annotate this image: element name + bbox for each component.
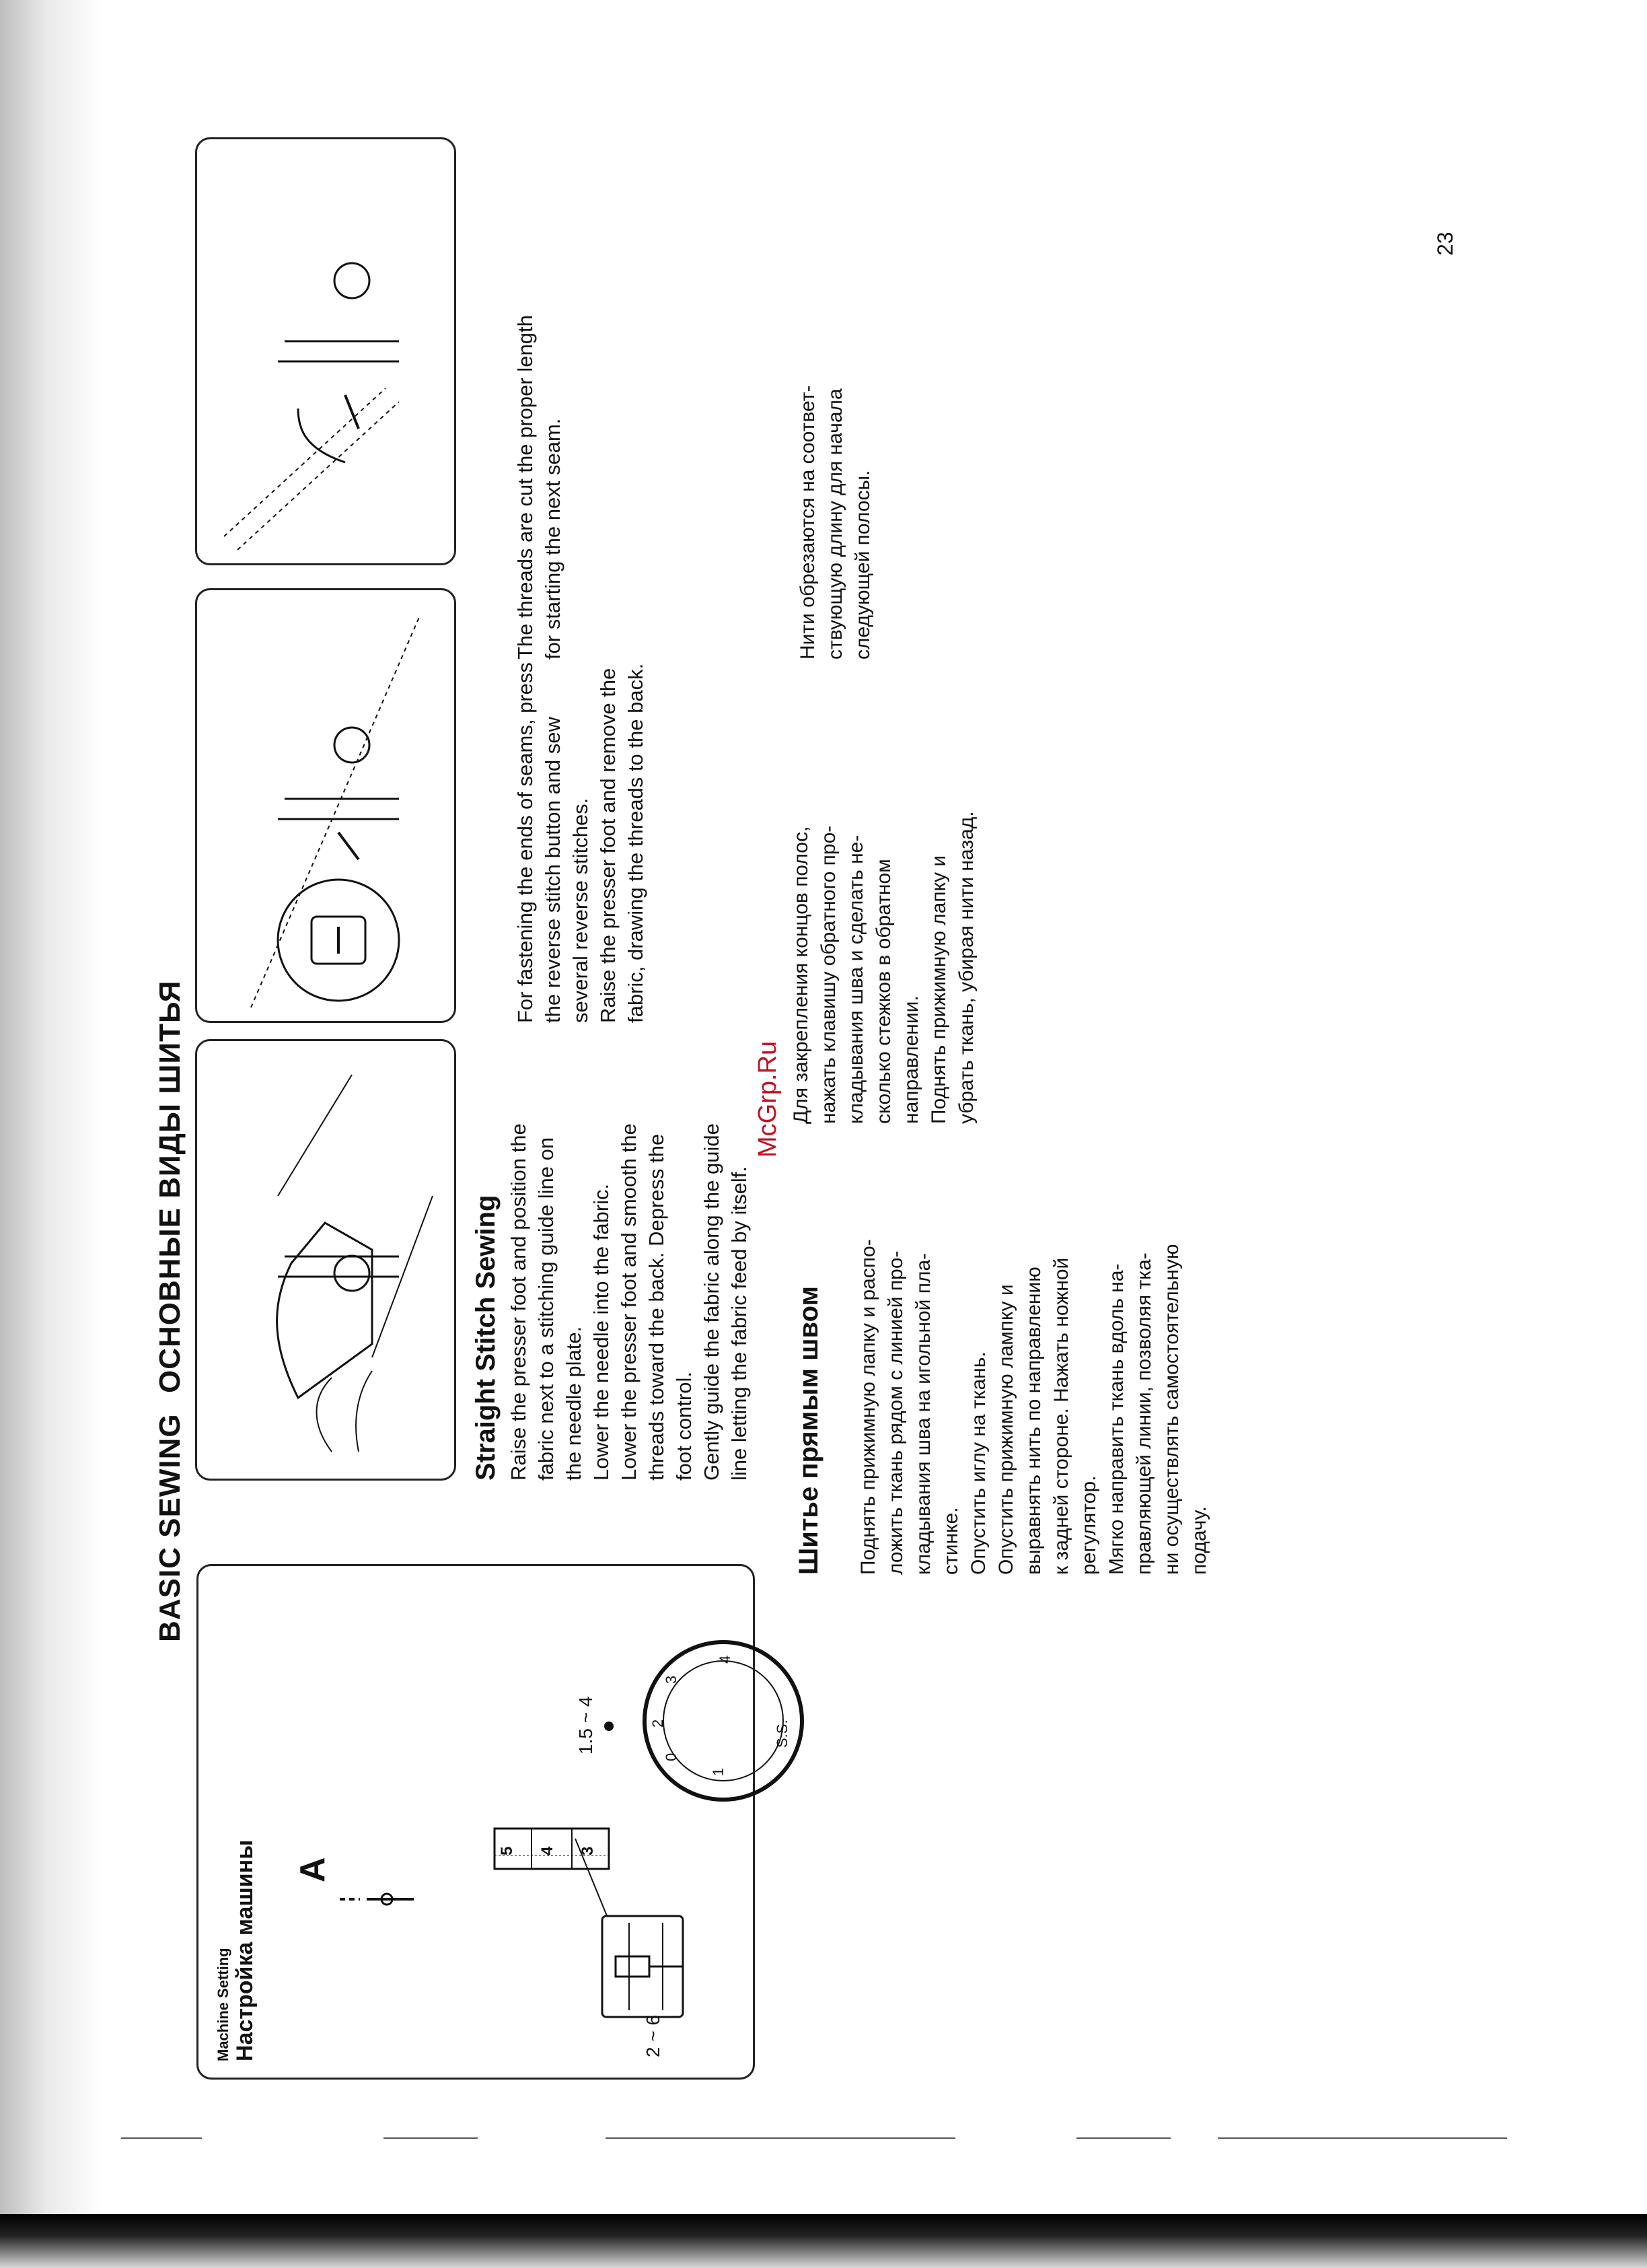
- dial-mark: 4: [717, 1655, 733, 1664]
- straight-stitch-drawing: [197, 1041, 454, 1479]
- section-title-en: BASIC SEWING: [153, 1413, 186, 1642]
- machine-setting-label-en: Machine Setting: [215, 1948, 231, 2061]
- straight-stitch-heading-ru: Шитье прямым швом: [794, 1285, 824, 1575]
- straight-stitch-body-en: Raise the presser foot and position the fabric next to a stitching guide line on the needle plate. Lower the needle into the fabric. Lower the presser foot and smooth the threads toward the back. Depress the foot control. Gently guide the fabric along the guide line letting the fabric feed by itself.: [507, 1123, 751, 1481]
- tension-number: 3: [579, 1846, 597, 1855]
- reverse-body-ru: Для закрепления концов полос, нажать клавишу обратного про- кладывания шва и сделать не- сколько стежков в обратном направлении. Поднять прижимную лапку и убрать ткань, убирая нити назад.: [790, 811, 978, 1124]
- cut-body-ru: Нити обрезаются на соответ- ствующую длину для начала следующей полосы.: [797, 385, 874, 660]
- machine-setting-label-ru: Настройка машины: [232, 1839, 258, 2061]
- tension-number: 5: [498, 1846, 516, 1855]
- dial-mark: 3: [663, 1675, 680, 1684]
- stitch-length-range: 1.5 ~ 4: [575, 1696, 596, 1755]
- page-number: 23: [1433, 232, 1457, 256]
- dial-indicator-dot: [604, 1722, 614, 1731]
- dial-mark: 0: [663, 1752, 680, 1761]
- straight-stitch-body-ru: Поднять прижимную лапку и распо- ложить ткань рядом с линией про- кладывания шва на игольной пла- стинке. Опустить иглу на ткань. Опустить прижимную лампку и выравнять нить по направлению к задней стороне. Нажать ножной регулятор. Мягко направить ткань вдоль на- правляющей линии, позволяя тка- ни осуществлять самостоятельную подачу.: [857, 1239, 1210, 1575]
- tension-number: 4: [538, 1846, 556, 1855]
- reverse-stitch-drawing: [197, 590, 454, 1021]
- dial-mark: 1: [710, 1767, 727, 1776]
- dial-mark: S.S.: [774, 1720, 791, 1748]
- stitch-length-dial-inner: [663, 1660, 784, 1781]
- illustration-thread-cut: [195, 137, 456, 565]
- thread-cut-drawing: [197, 139, 454, 563]
- reverse-body-en: For fastening the ends of seams, press the reverse stitch button and sew several reverse stitches. Raise the presser foot and remove the fabric, drawing the threads to the back.: [513, 662, 647, 1023]
- cut-body-en: The threads are cut the proper length for starting the next seam.: [513, 315, 564, 660]
- section-title-ru: ОСНОВНЫЕ ВИДЫ ШИТЬЯ: [153, 980, 186, 1393]
- illustration-reverse-stitch: [195, 588, 456, 1023]
- watermark: McGrp.Ru: [754, 1040, 782, 1158]
- pattern-letter: A: [293, 1857, 332, 1882]
- straight-stitch-heading-en: Straight Stitch Sewing: [471, 1195, 501, 1481]
- machine-setting-box: [196, 1564, 791, 2080]
- dial-mark: 2: [649, 1719, 666, 1728]
- tension-range: 2 ~ 6: [643, 2014, 663, 2057]
- illustration-straight-stitch: [195, 1039, 456, 1481]
- stitch-length-dial: [198, 1566, 753, 2078]
